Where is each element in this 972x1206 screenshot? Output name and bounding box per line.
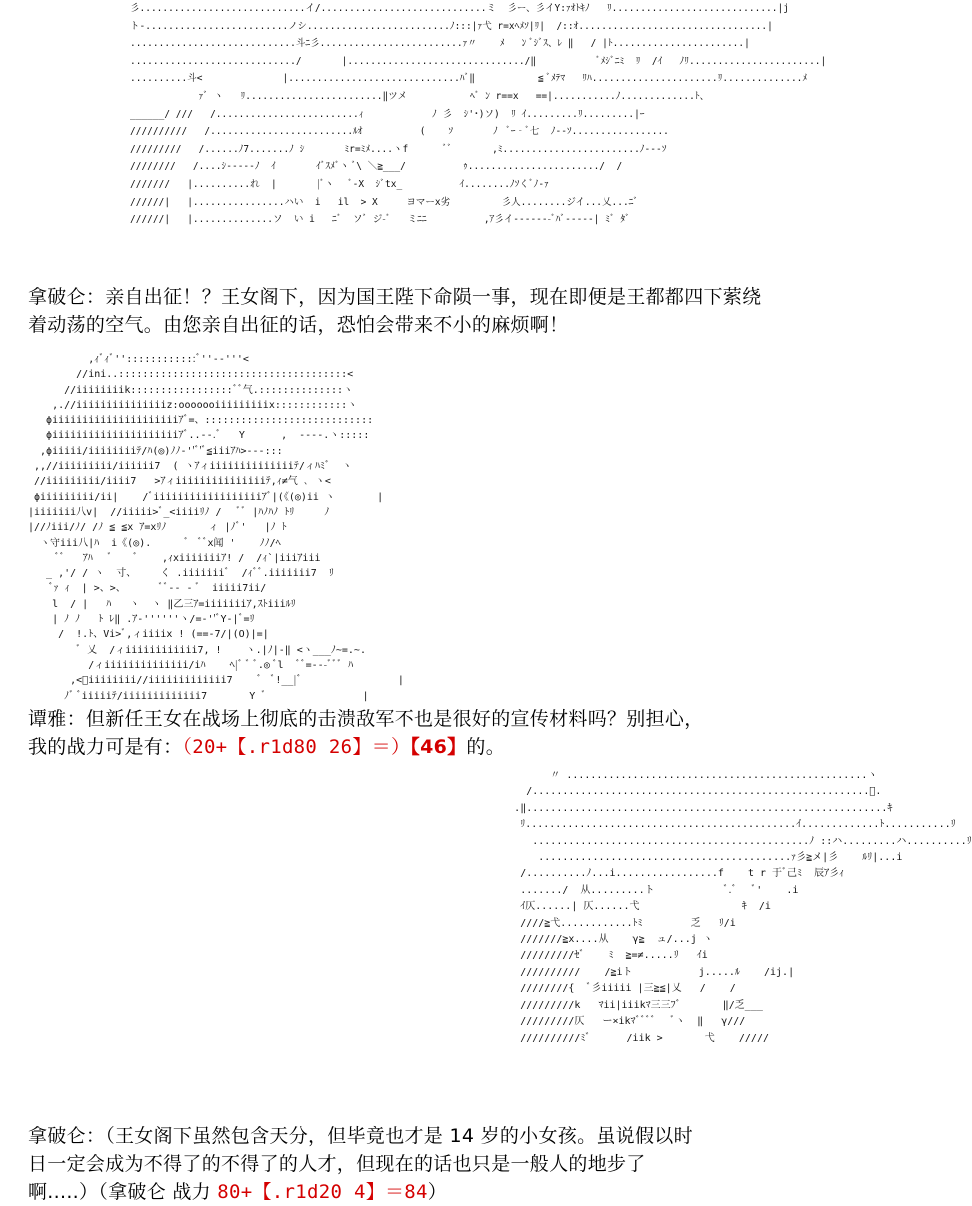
dice-result: 【46】 — [410, 736, 467, 758]
dialogue-napoleon-2 — [28, 1122, 778, 1206]
speaker-name: 拿破仑 — [28, 1125, 86, 1147]
dialogue-text-suffix: ） — [427, 1181, 448, 1203]
dialogue-line: 拿破仑：亲自出征！？王女阁下，因为国王陛下命陨一事，现在即便是王都都四下萦绕着动荡的空气。由您亲自出征的话，恐怕会带来不小的麻烦啊！ — [28, 286, 762, 336]
dialogue-text: ：（王女阁下虽然包含天分，但毕竟也才是 14 岁的小女孩。虽说假以时 — [85, 1125, 693, 1147]
dialogue-line-3 — [28, 1178, 778, 1206]
dialogue-napoleon-1 — [28, 283, 778, 339]
ascii-art-panel-2: ,ｨﾞｨﾞ''::::::::::::ﾞ''-‐'''< //ini..::::::::::::::::::::::::::::::::::::::< //iiiiiiiik:::::::::::::::::ﾞﾞ气.::::::::::::::ヽ ,.//iiiiiiiiiiiiiiiz:ooooooiiiiiiiiix::::::::::::ヽ ϕiiiiiiiiiiiiiiiiiiiiiｱﾞ=、:::::::::::::::::::::::::::: ϕiiiiiiiiiiiiiiiiiiiiiｱﾞ..--.ﾞ Y , ----.ヽ::::: ,ϕiiiii/iiiiiiiiﾃ/ﾊ(◎)ﾉﾉ-''ﾞ'ﾞ≦iiiｱﾊ>--‐::: ,,//iiiiiiiii/iiiiii7 ( ヽｱィiiiiiiiiiiiiiiﾃ/ィﾊﾐﾞ ヽ //iiiiiiiii/iiii7 >ｱィiiiiiiiiiiiiiiiﾃ,ｨ≠气 ､ ヽ< ϕiiiiiiiii/ii| /ﾞiiiiiiiiiiiiiiiiiiｱﾞ|(《(◎)ii ヽ | |iiiiiii八v| //iiiii>ﾞ_<iiiiﾘﾉ / ﾞﾞ |ﾊﾉﾊﾉ ﾄﾘ ﾉ |//ﾉiii/ﾉ/ /ﾉ ≦ ≦x ｱ=xﾘﾉ ィ |ﾉﾞ' |ﾉ ﾄ ヽ守iii八|ﾊ i《(◎). ﾞ ﾞﾞx闻 ' ﾉﾉ/ﾍ ﾞﾞ ｱﾊ ﾞ ﾞ ,ｨxiiiiiiiｱ! / /ｨ`|iiiｱiii _ ,'/ / ヽ 寸、 く .iiiiiiiﾞ /ｨﾞﾞ.iiiiiii7 ﾘ ﾞｧ ｨ | >、>、 ﾞﾞ-- - ﾞ iiiii7ii/ l / | ﾊ ヽ ヽ ‖乙三ｱ=iiiiiiiｱ,ｽﾄiiiﾙﾘ | ﾉ ﾉ ﾄ ﾚ‖ .ｱ‐''''''ヽ/=-''ﾞY-|ﾞ=ﾘ / !.ﾄ、Vi>ﾞ,ィiiiix ! (==-7/|(O)|=| ﾞ 乂 /ィiiiiiiiiiiii7, ! ヽ.|ﾉ|-‖ <ヽ___ﾉ~=.~. /ィiiiiiiiiiiiiii/iﾊ ﾍ|ﾞ ﾞ ﾞ.◎ ﾞl ﾞﾞ=---ﾞﾞﾞ ﾊ ,<ﾞiiiiiiii//iiiiiiiiiiiii7 ﾞ ﾞ!__|ﾞ | ﾉﾞ ﾞiiiiiﾃ/iiiiiiiiiiiii7 Y ﾞ | — [28, 354, 404, 702]
dialogue-line-2: 日一定会成为不得了的不得了的人才，但现在的话也只是一般人的地步了 — [28, 1153, 646, 1175]
dice-roll: 80+【.r1d20 4】＝84 — [217, 1181, 428, 1203]
dialogue-line-1 — [28, 705, 778, 733]
dialogue-tanya — [28, 705, 778, 761]
dialogue-line-1 — [28, 1122, 778, 1150]
dialogue-text-prefix: 我的战力可是有： — [28, 736, 183, 758]
ascii-art-panel-3: 〃 ..................................................ヽ /........................................................ﾞ. .‖............................................................ｷ ﾘ.............................................ｲ.............ﾄ...........ﾘ ..............................................ﾉ ::ハ.........ハ..........ﾘ ..........................................ｧ彡≧メ|彡 ﾙﾘ|...i /..........ﾉ...i.................f t r 于ﾞ己ﾐ 辰ｱ彡ｨ ......./ 从.........ト ﾞ.ﾞ ﾞ' .i ｲ仄......| 仄......弋 ｷ /i ////≧弋............ﾄﾐ 乏 ﾘ/i ///////≧x....从 γ≧ ュ/...j ヽ /////////ｾﾞ ﾐ ≧=≠.....ﾘ ｲi ////////// /≧iト j.....ﾙ /ij.| ////////{ ﾞ彡iiiii |三≧≦|乂 / / /////////k ﾏii|iiikﾏ三三ﾌﾞ ‖/乏___ /////////仄 ー×ikﾏﾞﾞﾞﾞ ﾞヽ ‖ γ/// //////////ﾐﾞ /iik > 弋 ///// — [514, 770, 972, 1044]
dialogue-text-prefix: 啊.....）（拿破仑 战力 — [28, 1181, 218, 1203]
ascii-art-panel-1: 彡.............................イ/.............................ミ 彡ー、彡イY:ｧｵﾄｷﾉ ﾘ.............................|j ト-.........................ノシ.........................ﾉ:::|ｧ弋 r=xﾍﾒｿ|ﾘ| /::ｵ.................................| .............................斗ﾆ彡.........................ｧ〃 ﾒ ﾝ ﾞｼﾞｽ、ﾚ ‖ / |ﾄ.......................| ............................./ |.............................../‖ ﾞﾒｼﾞﾆﾐ ﾘ /ｲ ﾉﾘ.......................| ..........斗< |..............................ﾊﾞ‖ ≦ ﾞﾒﾃﾏ ﾘﾊ......................ﾘ..............ﾒ ｧﾞ ヽ ﾘ........................‖ツメ ﾍﾞ ﾝ r==x ==|...........ﾉ.............ﾄ、 ______/ /// /.........................ｨ ﾉ 彡 ｼ'･)ソ) ﾘ ｲ.........ﾘ.........|ｰ ////////// /.........................ﾙｵ ( ｿ ﾉ ﾞｰ‐ﾞ七 ﾉ--ｿ................. ///////// /......ﾉ7.......ﾉ ｼ ﾐr=ﾐﾒ....ヽf ﾞﾞ ,ﾐ........................ﾉ---ｿ //////// /....ｼ-----ﾉ ｲ ｲﾞｽﾒﾞヽ ﾞ\ ＼≧___/ ｩ......................./ / /////// |..........れ | |ﾞヽ ﾞ-X ｼﾞtx_ ｲ........ﾉｿくﾞﾉ-ｧ //////| |................ハい i il > X ヨマーx劣 彡人........ジイ...乂...ﾆﾞ //////| |..............ソ い i ﾆﾞ ソﾞ ジ-ﾞ ミﾆﾆ ,ｱ彡イ-------ﾞﾊﾞ-----| ﾐﾞ ﾀﾞ — [130, 3, 827, 226]
dialogue-text-suffix: 的。 — [466, 736, 506, 758]
dice-roll: （20+【.r1d80 26】＝） — [182, 736, 411, 758]
dialogue-line-2 — [28, 733, 778, 761]
dialogue-text: ：但新任王女在战场上彻底的击溃敌军不也是很好的宣传材料吗？别担心， — [66, 708, 704, 730]
speaker-name: 谭雅 — [28, 708, 67, 730]
